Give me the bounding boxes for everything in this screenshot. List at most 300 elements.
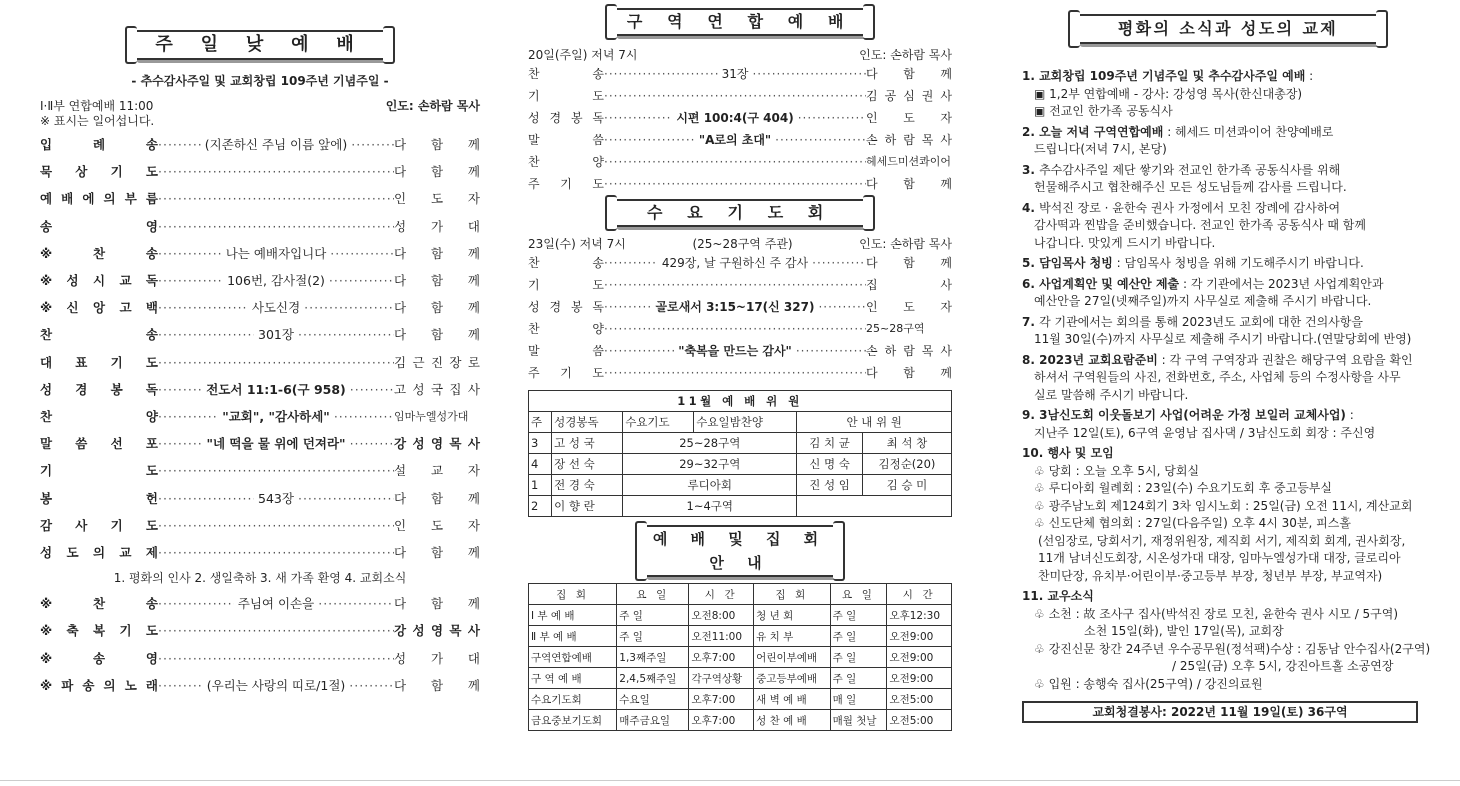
- leader-dots: [158, 158, 394, 185]
- news-item-line: ♧ 소천 : 故 조사구 집사(박석진 장로 모친, 윤한숙 권사 시모 / 5구역): [1034, 606, 1399, 621]
- fellowship-line: 1. 평화의 인사 2. 생일축하 3. 새 가족 환영 4. 교회소식: [113, 571, 407, 586]
- order-label: 찬 양: [528, 322, 604, 336]
- committee-cell: 25~28구역: [623, 433, 797, 454]
- order-person: 김 공 심 권 사: [866, 89, 952, 103]
- committee-cell: 장 선 숙: [552, 454, 623, 475]
- order-row: [40, 430, 480, 457]
- committee-cell: 29~32구역: [623, 454, 797, 475]
- order-person: 인 도 자: [394, 517, 480, 533]
- schedule-header: 요 일: [830, 584, 887, 605]
- leader-dots: [298, 485, 394, 512]
- leader-dots: [818, 296, 866, 318]
- leader-dots: [812, 252, 866, 274]
- news-item: 11. 교우소식 ♧ 소천 : 故 조사구 집사(박석진 장로 모친, 윤한숙 권사 시모 / 5구역) 소천 15일(화), 발인 17일(목), 교회장 ♧ 강진신문 창간 24주년 우수공무원(정석팩)수상 : 김동남 안수집사(2구역) / 25일(금) 오후 5시, 강진아트홀 소공연장 ♧ 입원 : 송행숙 집사(25구역) / 강진의료원: [1022, 588, 1434, 693]
- schedule-cell: Ⅰ 부 예 배: [529, 605, 617, 626]
- order-row: [40, 321, 480, 348]
- schedule-header: 시 간: [887, 584, 952, 605]
- committee-cell: 신 명 숙: [797, 454, 863, 475]
- order-label: 말 씀: [528, 344, 604, 358]
- news-item-line: ▣ 1,2부 연합예배 - 강사: 강성영 목사(한신대총장): [1034, 86, 1303, 101]
- leader-dots: [158, 131, 201, 158]
- leader-dots: [334, 403, 394, 430]
- order-label: 봉 헌: [40, 490, 158, 506]
- bottom-rule: [0, 780, 1460, 781]
- district-service-title: 구 역 연 합 예 배: [626, 12, 854, 31]
- order-detail: 543장: [258, 490, 294, 506]
- schedule-row: [529, 689, 952, 710]
- leader-dots: [330, 240, 394, 267]
- order-person: 다 함 께: [394, 490, 480, 506]
- leader-dots: [158, 376, 202, 403]
- wednesday-prayer-banner: [613, 199, 867, 227]
- news-list: [1022, 68, 1434, 693]
- order-detail: 시편 100:4(구 404): [676, 111, 794, 125]
- order-detail: (지존하신 주님 이름 앞에): [204, 137, 348, 152]
- leader-dots: [158, 349, 394, 376]
- order-row: [528, 151, 952, 173]
- leader-dots: [158, 485, 254, 512]
- order-row: [528, 318, 952, 340]
- order-person: 손 하 람 목 사: [866, 344, 952, 358]
- order-row: [528, 63, 952, 85]
- committee-cell: 1: [529, 475, 552, 496]
- committee-cell: 김 치 균: [797, 433, 863, 454]
- news-item-line: 헌물해주시고 협찬해주신 모든 성도님들께 감사를 드립니다.: [1034, 180, 1347, 194]
- district-service-leader: 인도: 손하람 목사: [859, 48, 952, 62]
- news-item-line: 감사떡과 찐밥을 준비했습니다. 전교인 한가족 공동식사 때 함께: [1034, 218, 1366, 232]
- order-label: 찬 송: [528, 67, 604, 81]
- schedule-cell: 오후7:00: [689, 710, 754, 731]
- schedule-cell: 매 일: [830, 689, 887, 710]
- order-row: [40, 539, 480, 566]
- news-item-title: 행사 및 모임: [1047, 446, 1114, 460]
- committee-title: 11월 예 배 위 원: [529, 391, 952, 412]
- order-person: 집 사: [866, 278, 952, 292]
- order-label: 기 도: [528, 278, 604, 292]
- leader-dots: [752, 63, 866, 85]
- committee-row: [529, 496, 952, 517]
- order-label: 주 기 도: [528, 366, 604, 380]
- committee-row: [529, 475, 952, 496]
- sunday-closing-list: [40, 590, 480, 699]
- schedule-header: 시 간: [689, 584, 754, 605]
- schedule-cell: 오전9:00: [887, 668, 952, 689]
- leader-dots: [298, 321, 394, 348]
- sunday-service-banner: [133, 30, 387, 60]
- order-row: [528, 173, 952, 195]
- order-label: 송 영: [40, 218, 158, 234]
- schedule-cell: 수요일: [617, 689, 689, 710]
- order-detail: 301장: [258, 327, 294, 343]
- leader-dots: [604, 129, 695, 151]
- committee-cell: 루디아회: [623, 475, 797, 496]
- committee-cell: 2: [529, 496, 552, 517]
- order-label: 기 도: [528, 89, 604, 103]
- schedule-cell: 유 치 부: [754, 626, 830, 647]
- committee-table: [528, 390, 952, 517]
- schedule-cell: 주 일: [830, 626, 887, 647]
- order-detail: "축복을 만드는 감사": [678, 344, 792, 358]
- order-row: [528, 85, 952, 107]
- news-item-line: 나갑니다. 맛있게 드시기 바랍니다.: [1034, 235, 1216, 250]
- leader-dots: [604, 107, 672, 129]
- leader-dots: [604, 173, 866, 195]
- cleaning-text: 교회청결봉사: 2022년 11월 19일(토) 36구역: [1092, 705, 1348, 719]
- schedule-cell: 주 일: [830, 668, 887, 689]
- order-label: 찬 양: [528, 155, 604, 169]
- news-item: 9. 3남신도회 이웃돌보기 사업(어려운 가정 보일러 교체사업) : 지난주 12일(토), 6구역 윤영남 집사댁 / 3남신도회 회장 : 주신영: [1022, 407, 1434, 442]
- order-row: [40, 645, 480, 672]
- leader-dots: [158, 539, 394, 566]
- sunday-service-column: [40, 30, 480, 699]
- leader-dots: [604, 274, 866, 296]
- news-item-line: ♧ 신도단체 협의회 : 27일(다음주일) 오후 4시 30분, 피스홀: [1034, 516, 1351, 530]
- schedule-header: 집 회: [529, 584, 617, 605]
- order-detail: 사도신경: [251, 300, 301, 316]
- order-person: 다 함 께: [394, 137, 480, 152]
- schedule-cell: 수요기도회: [529, 689, 617, 710]
- news-item: 4. 박석진 장로 · 윤한숙 권사 가정에서 모친 장례에 감사하여 감사떡과 찐밥을 준비했습니다. 전교인 한가족 공동식사 때 함께 나갑니다. 맛있게 드시기 바랍니다.: [1022, 200, 1434, 253]
- leader-dots: [158, 403, 218, 430]
- news-item-line: / 25일(금) 오후 5시, 강진아트홀 소공연장: [1172, 659, 1394, 673]
- order-person: 다 함 께: [394, 300, 480, 316]
- schedule-cell: 오전11:00: [689, 626, 754, 647]
- news-item-title: 교회창립 109주년 기념주일 및 추수감사주일 예배: [1039, 69, 1306, 83]
- order-label: 묵 상 기 도: [40, 164, 158, 180]
- order-detail: "네 떡을 물 위에 던져라": [206, 436, 346, 452]
- district-order-list: [528, 63, 952, 195]
- schedule-cell: 중고등부예배: [754, 668, 830, 689]
- order-label: 입 례 송: [40, 137, 158, 152]
- order-person: 헤세드미션콰이어: [866, 155, 952, 168]
- order-person: 다 함 께: [394, 245, 480, 261]
- committee-cell: 최 석 창: [862, 433, 951, 454]
- news-item-line: 11월 30일(수)까지 사무실로 제출해 주시기 바랍니다.(연말당회에 반영): [1034, 332, 1412, 346]
- order-person: 인 도 자: [866, 300, 952, 314]
- order-label: ※ 신 앙 고 백: [40, 300, 158, 316]
- order-person: 성 가 대: [394, 218, 480, 234]
- order-label: 기 도: [40, 463, 158, 479]
- leader-dots: [158, 240, 222, 267]
- leader-dots: [158, 321, 254, 348]
- news-item: 3. 추수감사주일 제단 쌓기와 전교인 한가족 공동식사를 위해 헌물해주시고 협찬해주신 모든 성도님들께 감사를 드립니다.: [1022, 162, 1434, 197]
- schedule-cell: 오전5:00: [887, 689, 952, 710]
- order-label: 성 도 의 교 제: [40, 545, 158, 561]
- news-item-title: 3남신도회 이웃돌보기 사업(어려운 가정 보일러 교체사업): [1039, 408, 1346, 422]
- order-row: [40, 457, 480, 484]
- committee-cell: 고 성 국: [552, 433, 623, 454]
- order-row: [40, 240, 480, 267]
- committee-header: 안 내 위 원: [797, 412, 952, 433]
- order-row: [528, 362, 952, 384]
- wednesday-prayer-title: 수 요 기 도 회: [647, 203, 833, 222]
- order-person: 손 하 람 목 사: [866, 133, 952, 147]
- schedule-cell: 주 일: [617, 605, 689, 626]
- order-row: [40, 617, 480, 644]
- order-person: 강 성 영 목 사: [394, 623, 480, 639]
- order-label: 감 사 기 도: [40, 517, 158, 533]
- committee-cell: 1~4구역: [623, 496, 797, 517]
- order-label: 성 경 봉 독: [40, 381, 158, 397]
- committee-header: 수요일밤찬양: [694, 412, 797, 433]
- order-person: 다 함 께: [394, 273, 480, 289]
- order-person: 다 함 께: [866, 366, 952, 380]
- news-item-line: ♧ 광주남노회 제124회기 3차 임시노회 : 25일(금) 오전 11시, 계산교회: [1034, 498, 1413, 513]
- leader-dots: [158, 430, 202, 457]
- news-item: 5. 담임목사 청빙 : 담임목사 청빙을 위해 기도해주시기 바랍니다.: [1022, 256, 1364, 270]
- order-person: 다 함 께: [866, 256, 952, 270]
- order-label: 찬 양: [40, 409, 158, 425]
- schedule-row: [529, 710, 952, 731]
- schedule-cell: 어린이부예배: [754, 647, 830, 668]
- order-person: 고 성 국 집 사: [394, 381, 480, 397]
- district-service-banner: [613, 8, 867, 36]
- order-person: 다 함 께: [394, 164, 480, 180]
- news-banner: [1076, 14, 1380, 44]
- schedule-row: [529, 647, 952, 668]
- leader-dots: [158, 672, 203, 699]
- schedule-header: 집 회: [754, 584, 830, 605]
- order-person: 다 함 께: [394, 596, 480, 612]
- order-detail: 106번, 감사절(2): [227, 273, 325, 289]
- order-label: 대 표 기 도: [40, 354, 158, 370]
- leader-dots: [796, 340, 866, 362]
- schedule-cell: 2,4,5째주일: [617, 668, 689, 689]
- leader-dots: [350, 430, 394, 457]
- schedule-cell: 오후7:00: [689, 647, 754, 668]
- news-item-line: 실로 말씀해 주시기 바랍니다.: [1034, 387, 1189, 402]
- schedule-row: [529, 668, 952, 689]
- schedule-cell: 오전9:00: [887, 647, 952, 668]
- committee-cell: 4: [529, 454, 552, 475]
- order-detail: "교회", "감사하세": [222, 409, 330, 425]
- leader-dots: [158, 213, 394, 240]
- order-label: 주 기 도: [528, 177, 604, 191]
- news-item-line: 찬미단장, 유치부·어린이부·중고등부 부장, 청년부 부장, 부교역자): [1038, 568, 1383, 583]
- schedule-cell: 청 년 회: [754, 605, 830, 626]
- sunday-service-title: 주 일 낮 예 배: [155, 34, 365, 55]
- wednesday-leader: 인도: 손하람 목사: [859, 237, 952, 251]
- leader-dots: [798, 107, 866, 129]
- order-row: [40, 131, 480, 158]
- leader-dots: [604, 296, 652, 318]
- news-item-title: 교우소식: [1047, 589, 1094, 603]
- order-row: [528, 252, 952, 274]
- schedule-title: 예 배 및 집 회 안 내: [652, 530, 828, 572]
- order-label: ※ 파 송 의 노 래: [40, 677, 158, 693]
- committee-cell: 김 승 미: [862, 475, 951, 496]
- schedule-cell: 오전9:00: [887, 626, 952, 647]
- leader-dots: [329, 267, 394, 294]
- order-row: [528, 296, 952, 318]
- leader-dots: [604, 362, 866, 384]
- news-item-line: ♧ 입원 : 송행숙 집사(25구역) / 강진의료원: [1034, 676, 1263, 691]
- schedule-banner: [643, 525, 837, 577]
- schedule-cell: Ⅱ 부 예 배: [529, 626, 617, 647]
- news-item: 2. 오늘 저녁 구역연합예배 : 헤세드 미션콰이어 찬양예배로 드립니다(저녁 7시, 본당): [1022, 124, 1434, 159]
- news-item-line: 지난주 12일(토), 6구역 윤영남 집사댁 / 3남신도회 회장 : 주신영: [1034, 425, 1376, 440]
- committee-header: 주: [529, 412, 552, 433]
- committee-cell: 진 성 임: [797, 475, 863, 496]
- news-item: 1. 교회창립 109주년 기념주일 및 추수감사주일 예배 : ▣ 1,2부 연합예배 - 강사: 강성영 목사(한신대총장) ▣ 전교인 한가족 공동식사: [1022, 68, 1434, 121]
- schedule-cell: 오전5:00: [887, 710, 952, 731]
- order-person: 설 교 자: [394, 463, 480, 479]
- committee-cell: 김정순(20): [862, 454, 951, 475]
- schedule-cell: 매월 첫날: [830, 710, 887, 731]
- order-row: [528, 107, 952, 129]
- order-person: 강 성 영 목 사: [394, 436, 480, 452]
- order-label: 예 배 에 의 부 름: [40, 191, 158, 207]
- leader-dots: [158, 267, 223, 294]
- order-label: 성 경 봉 독: [528, 300, 604, 314]
- schedule-cell: 주 일: [830, 647, 887, 668]
- schedule-cell: 주 일: [617, 626, 689, 647]
- order-row: [40, 294, 480, 321]
- leader-dots: [158, 185, 394, 212]
- leader-dots: [604, 252, 658, 274]
- news-title: 평화의 소식과 성도의 교제: [1117, 19, 1339, 38]
- news-item: 6. 사업계획안 및 예산안 제출 : 각 기관에서는 2023년 사업계획안과 예산안을 27일(넷째주일)까지 사무실로 제출해 주시기 바랍니다.: [1022, 276, 1434, 311]
- order-row: [40, 485, 480, 512]
- order-label: ※ 찬 송: [40, 596, 158, 612]
- order-row: [40, 349, 480, 376]
- leader-dots: [350, 376, 394, 403]
- order-person: 25~28구역: [866, 322, 925, 335]
- news-item-line: 소천 15일(화), 발인 17일(목), 교회장: [1084, 624, 1284, 638]
- news-column: [1022, 14, 1434, 723]
- news-item-title: 오늘 저녁 구역연합예배: [1039, 124, 1164, 139]
- committee-cell: 이 향 란: [552, 496, 623, 517]
- order-label: 말 씀 선 포: [40, 436, 158, 452]
- order-row: [40, 267, 480, 294]
- news-item: 8. 2023년 교회요람준비 : 각 구역 구역장과 권찰은 해당구역 요람을 확인 하셔서 구역원들의 사진, 전화번호, 주소, 사업체 등의 수정사항을 사무 실로 말씀해 주시기 바랍니다.: [1022, 352, 1434, 405]
- order-row: [40, 512, 480, 539]
- leader-dots: [318, 590, 394, 617]
- leader-dots: [604, 63, 718, 85]
- order-detail: (우리는 사랑의 띠로/1절): [206, 677, 346, 693]
- schedule-cell: 구역연합예배: [529, 647, 617, 668]
- order-row: [40, 213, 480, 240]
- order-row: [528, 129, 952, 151]
- order-detail: 31장: [721, 67, 749, 81]
- schedule-cell: 매주금요일: [617, 710, 689, 731]
- news-item-line: ♧ 루디아회 월례회 : 23일(수) 수요기도회 후 중고등부실: [1034, 481, 1332, 495]
- news-item-line: ▣ 전교인 한가족 공동식사: [1034, 104, 1173, 118]
- news-item-line: 하셔서 구역원들의 사진, 전화번호, 주소, 사업체 등의 수정사항을 사무: [1034, 370, 1401, 384]
- news-item: 10. 행사 및 모임 ♧ 당회 : 오늘 오후 5시, 당회실 ♧ 루디아회 월례회 : 23일(수) 수요기도회 후 중고등부실 ♧ 광주남노회 제124회기 3차 임시노회 : 25일(금) 오전 11시, 계산교회 ♧ 신도단체 협의회 : 27일(다음주일) 오후 4시 30분, 피스홀 (선임장로, 당회서기, 재정위원장, 제직회 서기, 제직회 회계, 권사회장, 11개 남녀신도회장, 시온성가대 대장, 임마누엘성가대 대장, 글로리아 찬미단장, 유치부·어린이부·중고등부 부장, 청년부 부장, 부교역자): [1022, 445, 1434, 585]
- order-person: 다 함 께: [394, 545, 480, 561]
- order-label: 말 씀: [528, 133, 604, 147]
- leader-dots: [604, 340, 674, 362]
- service-leader: 인도: 손하람 목사: [385, 99, 480, 113]
- order-row: [528, 274, 952, 296]
- schedule-cell: 오후7:00: [689, 689, 754, 710]
- order-label: ※ 찬 송: [40, 245, 158, 261]
- leader-dots: [304, 294, 394, 321]
- news-item-line: 예산안을 27일(넷째주일)까지 사무실로 제출해 주시기 바랍니다.: [1034, 294, 1372, 308]
- order-detail: 전도서 11:1-6(구 958): [206, 381, 346, 397]
- leader-dots: [775, 129, 866, 151]
- order-detail: 429장, 날 구원하신 주 감사: [661, 256, 809, 270]
- news-item-line: ♧ 강진신문 창간 24주년 우수공무원(정석팩)수상 : 김동남 안수집사(2구역): [1034, 641, 1431, 656]
- leader-dots: [351, 131, 394, 158]
- sunday-order-list: [40, 131, 480, 566]
- order-person: 다 함 께: [394, 327, 480, 343]
- order-detail: 나는 예배자입니다: [225, 245, 327, 261]
- leader-dots: [349, 672, 394, 699]
- schedule-table: [528, 583, 952, 731]
- order-label: ※ 축 복 기 도: [40, 623, 158, 639]
- committee-cell: [797, 496, 952, 517]
- leader-dots: [158, 512, 394, 539]
- order-person: 인 도 자: [866, 111, 953, 125]
- schedule-cell: 오후12:30: [887, 605, 952, 626]
- committee-cell: 3: [529, 433, 552, 454]
- schedule-cell: 오전8:00: [689, 605, 754, 626]
- order-row: [40, 185, 480, 212]
- leader-dots: [158, 590, 234, 617]
- committee-cell: 전 경 숙: [552, 475, 623, 496]
- news-item-title: 2023년 교회요람준비: [1039, 352, 1158, 367]
- leader-dots: [604, 151, 866, 173]
- order-person: 다 함 께: [866, 177, 952, 191]
- cleaning-box: [1022, 701, 1418, 723]
- committee-header: 성경봉독: [552, 412, 623, 433]
- wednesday-time: 23일(수) 저녁 7시: [528, 237, 626, 251]
- order-label: ※ 송 영: [40, 650, 158, 666]
- service-time: Ⅰ·Ⅱ부 연합예배 11:00: [40, 99, 154, 113]
- order-label: 찬 송: [528, 256, 604, 270]
- leader-dots: [158, 294, 248, 321]
- news-item-title: 담임목사 청빙: [1039, 256, 1113, 270]
- service-subtitle: - 추수감사주일 및 교회창립 109주년 기념주일 -: [131, 74, 389, 88]
- committee-row: [529, 454, 952, 475]
- committee-header: 수요기도: [623, 412, 694, 433]
- order-label: 찬 송: [40, 327, 158, 343]
- leader-dots: [604, 318, 866, 340]
- order-person: 다 함 께: [394, 677, 480, 693]
- wednesday-order-list: [528, 252, 952, 384]
- order-person: 임마누엘성가대: [394, 410, 469, 424]
- order-label: 성 경 봉 독: [528, 111, 604, 125]
- order-person: 성 가 대: [394, 650, 480, 666]
- news-item-line: (선임장로, 당회서기, 재정위원장, 제직회 서기, 제직회 회계, 권사회장,: [1038, 533, 1406, 548]
- leader-dots: [604, 85, 866, 107]
- committee-row: [529, 433, 952, 454]
- wednesday-zone: (25~28구역 주관): [692, 237, 793, 251]
- order-row: [40, 403, 480, 430]
- news-item: 7. 각 기관에서는 회의를 통해 2023년도 교회에 대한 건의사항을 11월 30일(수)까지 사무실로 제출해 주시기 바랍니다.(연말당회에 반영): [1022, 314, 1434, 349]
- news-item-title: 사업계획안 및 예산안 제출: [1039, 276, 1180, 291]
- order-row: [40, 590, 480, 617]
- leader-dots: [158, 617, 394, 644]
- order-detail: 주님여 이손을: [237, 596, 315, 612]
- leader-dots: [158, 645, 394, 672]
- schedule-cell: 구 역 예 배: [529, 668, 617, 689]
- schedule-row: [529, 605, 952, 626]
- order-detail: 골로새서 3:15~17(신 327): [655, 300, 815, 314]
- order-person: 인 도 자: [394, 191, 480, 207]
- schedule-cell: 새 벽 예 배: [754, 689, 830, 710]
- order-row: [40, 672, 480, 699]
- order-label: ※ 성 시 교 독: [40, 273, 158, 289]
- schedule-cell: 금요중보기도회: [529, 710, 617, 731]
- order-row: [40, 376, 480, 403]
- schedule-header: 요 일: [617, 584, 689, 605]
- schedule-cell: 성 찬 예 배: [754, 710, 830, 731]
- order-row: [528, 340, 952, 362]
- schedule-row: [529, 626, 952, 647]
